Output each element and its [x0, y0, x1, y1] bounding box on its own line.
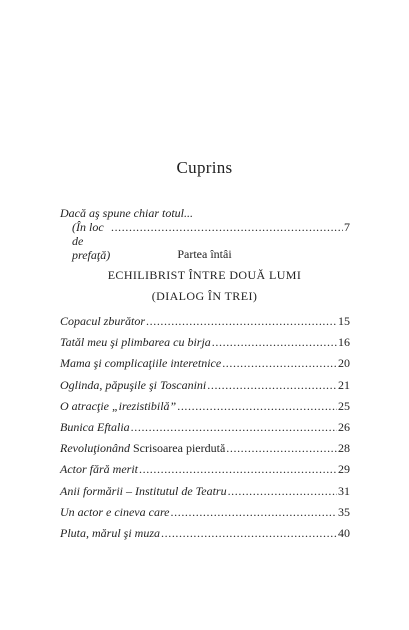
dot-leader: [139, 459, 337, 480]
entry-title: Pluta, mărul şi muza: [60, 525, 161, 540]
dot-leader: [131, 417, 337, 438]
toc-entry: [60, 311, 350, 332]
dot-leader: [226, 438, 337, 459]
entry-page-number: 20: [338, 356, 350, 371]
entry-page-number: 29: [338, 462, 350, 477]
entry-page-number: 35: [338, 504, 350, 519]
dot-leader: [171, 502, 337, 523]
dot-leader: [146, 311, 337, 332]
preface-title-line1: Dacă aş spune chiar totul...: [60, 206, 193, 220]
entry-title-roman: Scrisoarea pierdută: [132, 441, 226, 456]
toc-entry: [60, 438, 350, 459]
part-title: ECHILIBRIST ÎNTRE DOUĂ LUMI: [107, 268, 302, 282]
part-heading: [0, 244, 409, 307]
toc-title: Cuprins: [176, 158, 233, 177]
entry-title: Tatăl meu şi plimbarea cu birja: [60, 335, 211, 350]
entry-page-number: 21: [338, 377, 350, 392]
entry-title: [60, 438, 225, 459]
dot-leader: [228, 481, 337, 502]
dot-leader: [177, 396, 337, 417]
entry-title: Copacul zburător: [60, 314, 146, 328]
toc-entry: [60, 332, 350, 353]
entry-page-number: 31: [338, 483, 350, 498]
entry-page-number: 40: [338, 525, 350, 540]
dot-leader: [161, 523, 337, 544]
dot-leader: [111, 220, 343, 234]
preface-page-number: 7: [344, 220, 350, 234]
entry-title: Un actor e cineva care: [60, 504, 170, 519]
entry-page-number: 15: [338, 314, 350, 328]
entry-page-number: 28: [338, 441, 350, 456]
toc-entry: [60, 502, 350, 523]
entry-title: Actor fără merit: [60, 462, 138, 477]
toc-entry: [60, 523, 350, 544]
entry-page-number: 25: [338, 398, 350, 413]
entry-title-italic: Revoluţionând: [60, 441, 133, 456]
toc-entry: [60, 396, 350, 417]
dot-leader: [207, 375, 337, 396]
entry-title: Mama şi complicaţiile interetnice: [60, 356, 222, 371]
part-label: Partea întâi: [177, 247, 232, 261]
dot-leader: [212, 332, 337, 353]
dot-leader: [222, 353, 337, 374]
entry-title: Bunica Eftalia: [60, 419, 130, 434]
entry-page-number: 26: [338, 419, 350, 434]
toc-entry: [60, 481, 350, 502]
toc-entry: [60, 459, 350, 480]
toc-entries: [60, 311, 350, 544]
entry-page-number: 16: [338, 335, 350, 350]
entry-title: Anii formării – Institutul de Teatru: [60, 483, 227, 498]
toc-entry: [60, 353, 350, 374]
toc-entry: [60, 375, 350, 396]
entry-title: Oglinda, păpuşile şi Toscanini: [60, 377, 207, 392]
entry-title: O atracţie „irezistibilă”: [60, 398, 177, 413]
toc-entry: [60, 417, 350, 438]
part-subtitle: (DIALOG ÎN TREI): [151, 289, 258, 303]
preface-title-line2: (În loc de prefaţă): [72, 220, 111, 262]
